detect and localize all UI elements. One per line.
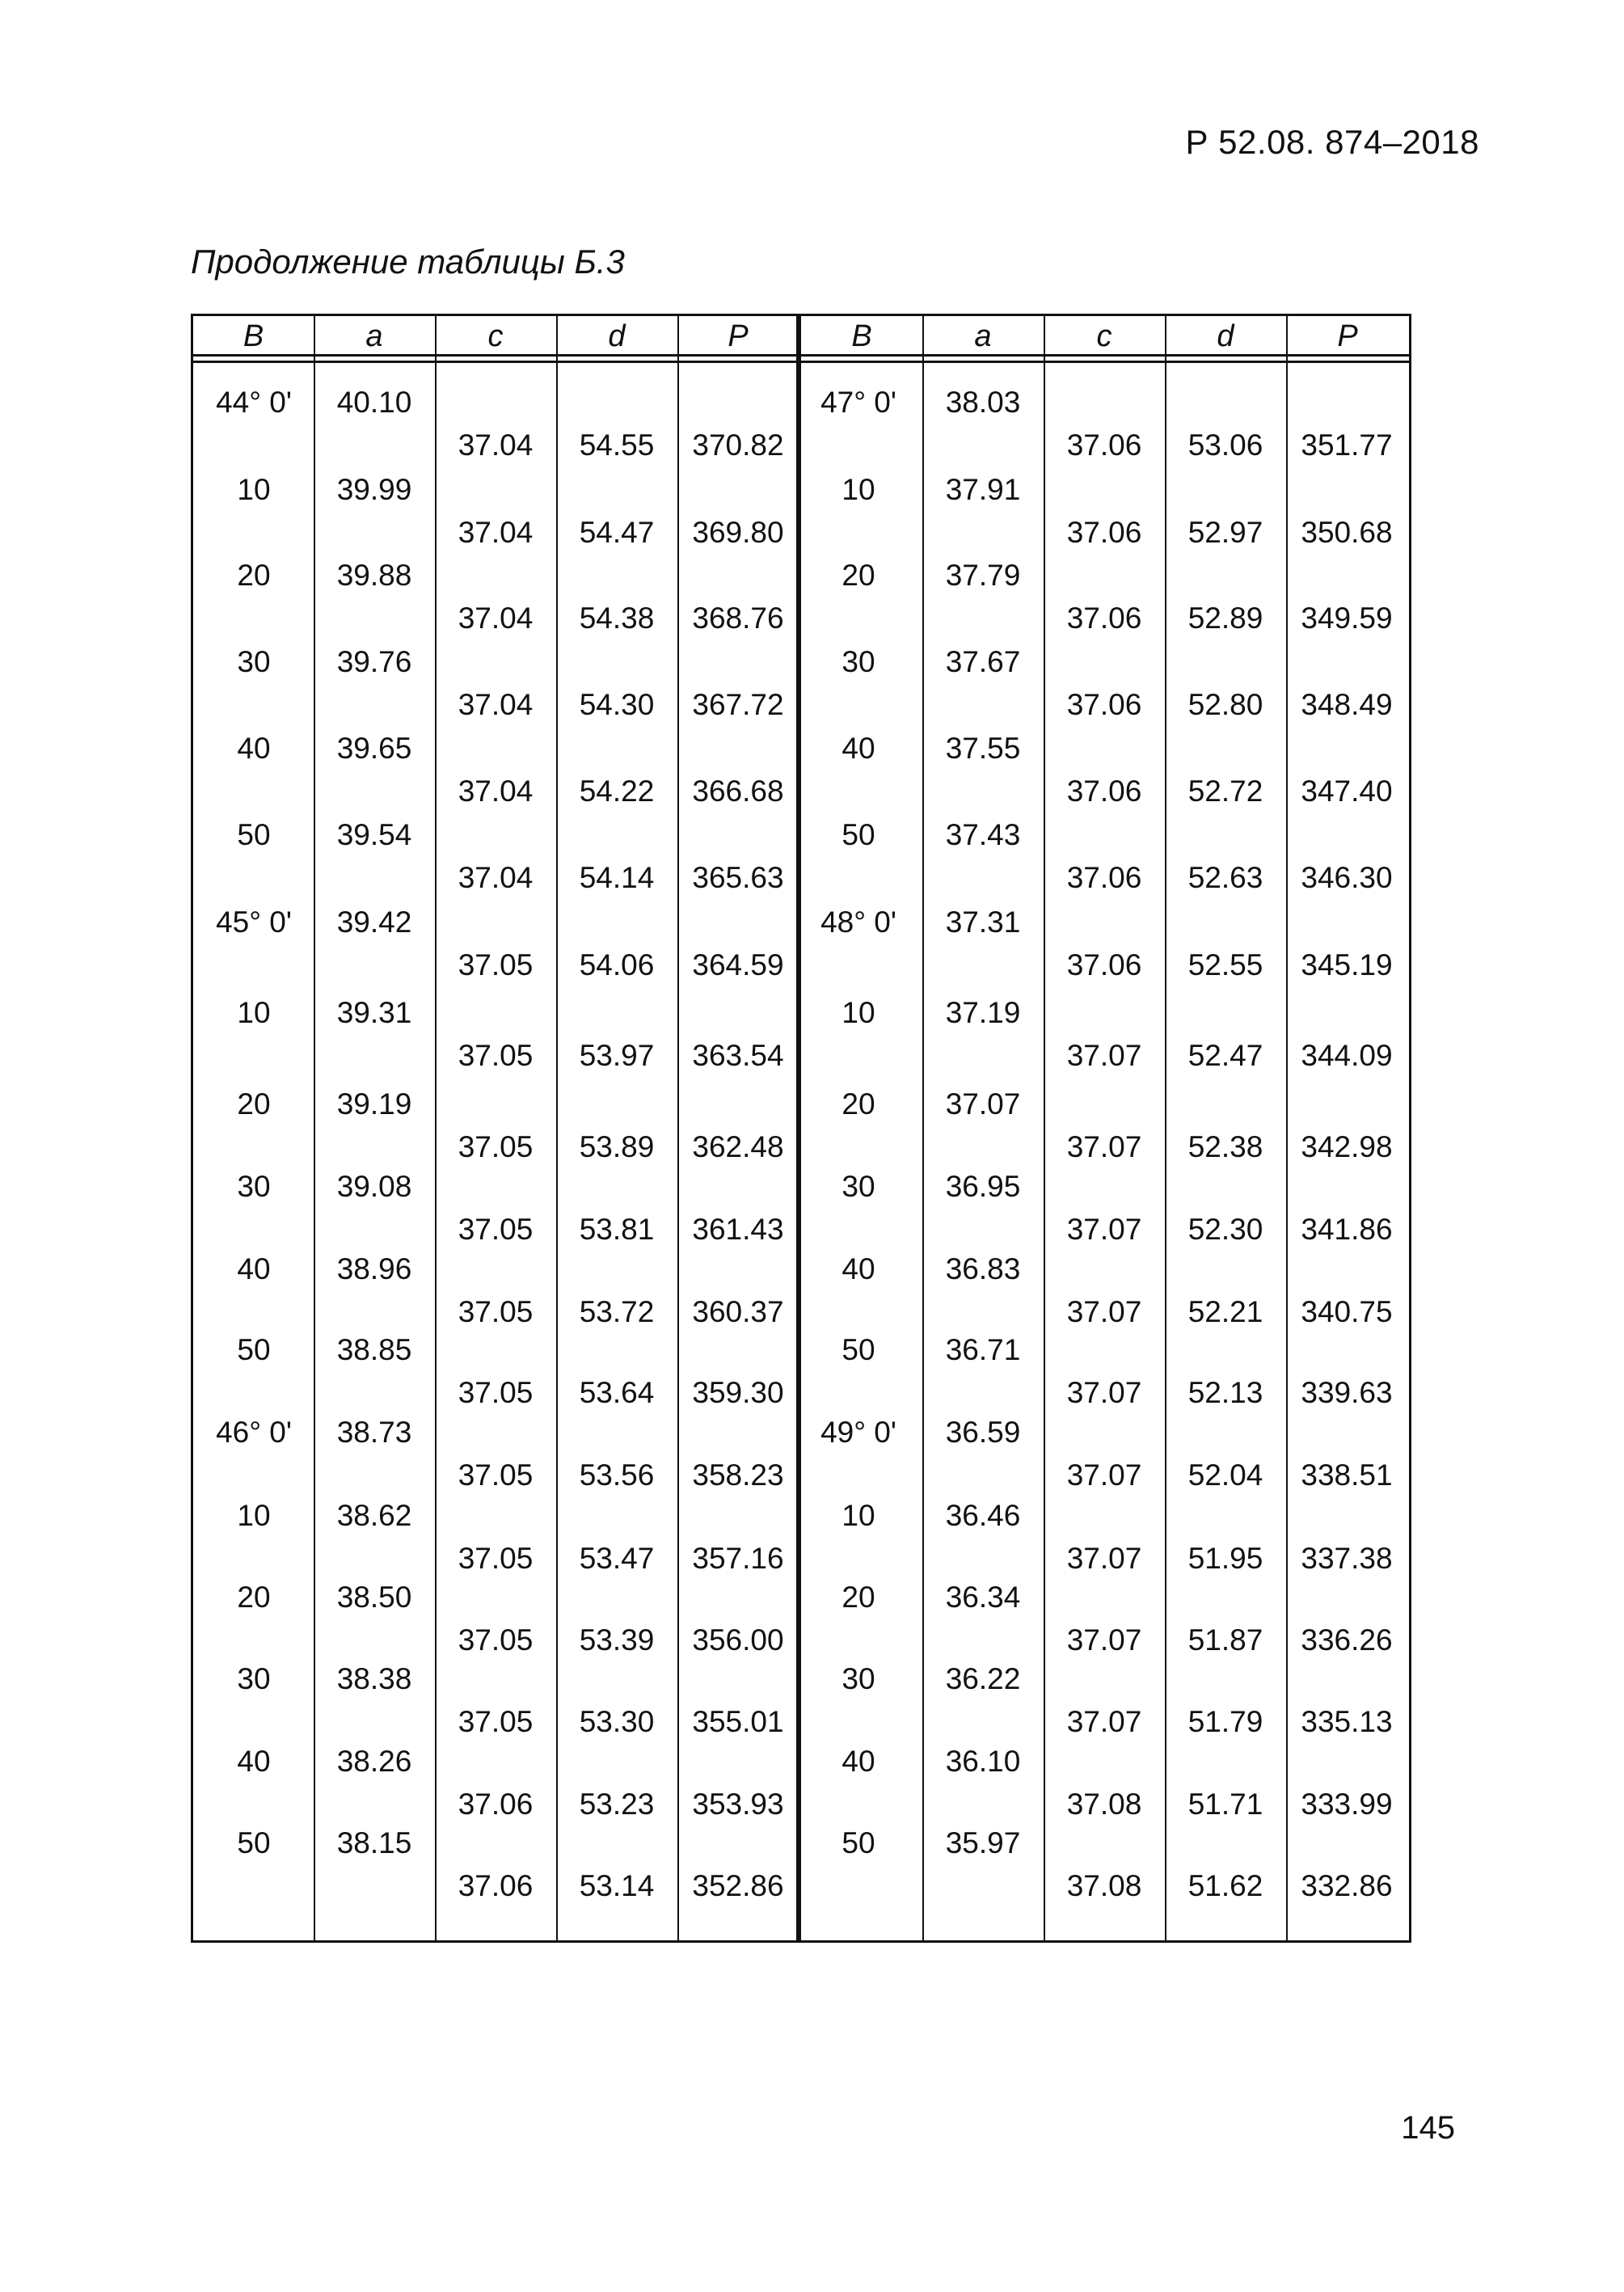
left-cell-d: 53.56 [579,1458,655,1492]
right-cell-P: 342.98 [1301,1130,1393,1163]
left-cell-a: 39.88 [336,559,412,592]
right-cell-d: 52.30 [1187,1213,1263,1246]
right-cell-a: 35.97 [945,1826,1021,1859]
left-cell-d: 54.22 [579,775,655,808]
left-cell-d: 54.30 [579,688,655,721]
left-cell-P: 353.93 [692,1788,784,1821]
left-cell-a: 38.38 [336,1662,412,1695]
right-cell-d: 53.06 [1187,428,1263,462]
right-cell-P: 336.26 [1301,1623,1393,1657]
left-cell-d: 53.30 [579,1705,655,1738]
left-cell-a: 39.65 [336,732,412,765]
left-cell-B: 30 [237,645,271,678]
right-cell-c: 37.06 [1066,428,1142,462]
left-cell-c: 37.06 [458,1869,534,1902]
right-cell-a: 37.07 [945,1087,1021,1121]
left-cell-c: 37.05 [458,1130,534,1163]
right-cell-B: 40 [842,1252,875,1285]
left-cell-B: 50 [237,1826,271,1859]
header-P-2: P [1337,319,1358,353]
left-cell-a: 40.10 [336,386,412,419]
right-cell-a: 37.43 [945,818,1021,851]
left-cell-c: 37.05 [458,1213,534,1246]
left-cell-B: 46° 0' [216,1416,292,1449]
left-cell-c: 37.05 [458,1623,534,1657]
right-cell-c: 37.07 [1066,1213,1142,1246]
left-cell-a: 38.62 [336,1499,412,1532]
left-cell-d: 53.81 [579,1213,655,1246]
right-cell-a: 36.59 [945,1416,1021,1449]
left-cell-d: 54.06 [579,948,655,981]
right-cell-c: 37.07 [1066,1458,1142,1492]
left-cell-d: 53.23 [579,1788,655,1821]
left-cell-P: 363.54 [692,1039,784,1072]
header-B: B [243,319,264,353]
left-cell-a: 38.15 [336,1826,412,1859]
right-cell-B: 50 [842,1333,875,1366]
left-cell-P: 368.76 [692,601,784,635]
left-cell-a: 38.50 [336,1581,412,1614]
left-cell-P: 366.68 [692,775,784,808]
right-cell-P: 341.86 [1301,1213,1393,1246]
left-cell-a: 39.08 [336,1170,412,1203]
left-cell-c: 37.05 [458,1039,534,1072]
right-cell-P: 345.19 [1301,948,1393,981]
right-cell-c: 37.07 [1066,1039,1142,1072]
left-cell-B: 45° 0' [216,905,292,939]
right-cell-c: 37.06 [1066,601,1142,635]
right-cell-P: 333.99 [1301,1788,1393,1821]
left-cell-a: 38.85 [336,1333,412,1366]
header-d: d [608,319,626,353]
left-cell-B: 50 [237,818,271,851]
left-cell-d: 53.39 [579,1623,655,1657]
right-cell-a: 37.31 [945,905,1021,939]
right-cell-P: 340.75 [1301,1295,1393,1328]
left-cell-c: 37.04 [458,428,534,462]
right-cell-B: 40 [842,1745,875,1778]
left-cell-P: 362.48 [692,1130,784,1163]
left-cell-P: 357.16 [692,1542,784,1575]
right-cell-a: 36.34 [945,1581,1021,1614]
right-cell-B: 20 [842,1581,875,1614]
right-cell-d: 51.71 [1187,1788,1263,1821]
left-cell-a: 39.76 [336,645,412,678]
left-cell-P: 360.37 [692,1295,784,1328]
left-cell-d: 54.55 [579,428,655,462]
left-cell-a: 38.26 [336,1745,412,1778]
right-cell-a: 37.55 [945,732,1021,765]
data-table [191,314,1411,1943]
right-cell-P: 349.59 [1301,601,1393,635]
header-c-2: c [1096,319,1112,353]
right-cell-d: 52.47 [1187,1039,1263,1072]
left-cell-B: 40 [237,732,271,765]
right-cell-c: 37.07 [1066,1130,1142,1163]
right-cell-B: 49° 0' [820,1416,896,1449]
right-cell-P: 344.09 [1301,1039,1393,1072]
right-cell-c: 37.06 [1066,516,1142,549]
left-cell-d: 54.14 [579,861,655,894]
header-P: P [728,319,749,353]
right-cell-d: 51.62 [1187,1869,1263,1902]
page-number: 145 [1401,2110,1455,2146]
right-cell-d: 52.63 [1187,861,1263,894]
right-cell-a: 37.79 [945,559,1021,592]
right-cell-c: 37.06 [1066,861,1142,894]
header-divider-double [193,361,1409,363]
right-cell-a: 36.71 [945,1333,1021,1366]
left-cell-P: 352.86 [692,1869,784,1902]
left-cell-c: 37.05 [458,1542,534,1575]
right-cell-B: 10 [842,996,875,1029]
left-cell-P: 367.72 [692,688,784,721]
left-cell-c: 37.06 [458,1788,534,1821]
right-cell-B: 30 [842,1170,875,1203]
header-d-2: d [1217,319,1234,353]
right-cell-a: 36.10 [945,1745,1021,1778]
left-cell-a: 39.99 [336,473,412,506]
right-cell-c: 37.06 [1066,775,1142,808]
header-a: a [365,319,383,353]
left-cell-B: 20 [237,1581,271,1614]
left-cell-P: 369.80 [692,516,784,549]
left-cell-d: 53.97 [579,1039,655,1072]
left-cell-c: 37.05 [458,1376,534,1409]
table-caption: Продолжение таблицы Б.3 [191,243,625,281]
right-cell-a: 37.91 [945,473,1021,506]
right-cell-c: 37.07 [1066,1542,1142,1575]
right-cell-c: 37.08 [1066,1869,1142,1902]
left-cell-B: 20 [237,1087,271,1121]
left-cell-a: 38.73 [336,1416,412,1449]
left-cell-c: 37.04 [458,601,534,635]
left-cell-B: 44° 0' [216,386,292,419]
right-cell-B: 30 [842,1662,875,1695]
right-cell-a: 36.22 [945,1662,1021,1695]
left-cell-d: 54.47 [579,516,655,549]
right-cell-B: 47° 0' [820,386,896,419]
right-cell-P: 348.49 [1301,688,1393,721]
left-cell-d: 53.14 [579,1869,655,1902]
left-cell-B: 10 [237,996,271,1029]
right-cell-c: 37.07 [1066,1705,1142,1738]
left-cell-d: 53.89 [579,1130,655,1163]
right-cell-d: 52.13 [1187,1376,1263,1409]
left-cell-P: 365.63 [692,861,784,894]
right-cell-a: 36.46 [945,1499,1021,1532]
right-cell-B: 10 [842,473,875,506]
left-cell-B: 30 [237,1170,271,1203]
right-cell-d: 52.04 [1187,1458,1263,1492]
right-cell-P: 338.51 [1301,1458,1393,1492]
left-cell-B: 40 [237,1252,271,1285]
left-cell-c: 37.04 [458,516,534,549]
right-cell-c: 37.06 [1066,688,1142,721]
left-cell-c: 37.05 [458,1295,534,1328]
left-cell-d: 53.72 [579,1295,655,1328]
right-cell-B: 40 [842,732,875,765]
right-cell-B: 48° 0' [820,905,896,939]
left-cell-a: 38.96 [336,1252,412,1285]
right-cell-a: 36.95 [945,1170,1021,1203]
right-cell-B: 10 [842,1499,875,1532]
right-cell-d: 51.79 [1187,1705,1263,1738]
left-cell-P: 358.23 [692,1458,784,1492]
left-cell-c: 37.04 [458,688,534,721]
left-cell-c: 37.05 [458,1705,534,1738]
right-cell-d: 52.55 [1187,948,1263,981]
right-cell-P: 350.68 [1301,516,1393,549]
left-cell-c: 37.05 [458,1458,534,1492]
right-cell-B: 20 [842,559,875,592]
right-cell-B: 30 [842,645,875,678]
right-cell-d: 52.89 [1187,601,1263,635]
left-cell-d: 54.38 [579,601,655,635]
right-cell-c: 37.07 [1066,1376,1142,1409]
header-c: c [487,319,504,353]
right-cell-d: 52.21 [1187,1295,1263,1328]
right-cell-a: 37.67 [945,645,1021,678]
left-cell-P: 355.01 [692,1705,784,1738]
left-cell-B: 20 [237,559,271,592]
left-cell-c: 37.05 [458,948,534,981]
right-cell-c: 37.07 [1066,1623,1142,1657]
left-cell-d: 53.64 [579,1376,655,1409]
document-code: Р 52.08. 874–2018 [1185,123,1479,161]
left-cell-a: 39.54 [336,818,412,851]
left-cell-c: 37.04 [458,775,534,808]
right-cell-B: 50 [842,1826,875,1859]
right-cell-P: 346.30 [1301,861,1393,894]
right-cell-P: 351.77 [1301,428,1393,462]
left-cell-B: 40 [237,1745,271,1778]
left-cell-B: 30 [237,1662,271,1695]
right-cell-c: 37.08 [1066,1788,1142,1821]
right-cell-B: 20 [842,1087,875,1121]
right-cell-a: 38.03 [945,386,1021,419]
right-cell-d: 51.87 [1187,1623,1263,1657]
right-cell-a: 37.19 [945,996,1021,1029]
right-cell-a: 36.83 [945,1252,1021,1285]
right-cell-P: 339.63 [1301,1376,1393,1409]
right-cell-c: 37.07 [1066,1295,1142,1328]
right-cell-P: 337.38 [1301,1542,1393,1575]
left-cell-P: 356.00 [692,1623,784,1657]
right-cell-P: 347.40 [1301,775,1393,808]
header-a-2: a [974,319,992,353]
right-cell-c: 37.06 [1066,948,1142,981]
left-cell-c: 37.04 [458,861,534,894]
left-cell-P: 361.43 [692,1213,784,1246]
left-cell-P: 364.59 [692,948,784,981]
left-cell-a: 39.42 [336,905,412,939]
left-cell-P: 370.82 [692,428,784,462]
right-cell-d: 52.38 [1187,1130,1263,1163]
right-cell-d: 52.97 [1187,516,1263,549]
right-cell-P: 332.86 [1301,1869,1393,1902]
left-cell-d: 53.47 [579,1542,655,1575]
left-cell-a: 39.31 [336,996,412,1029]
left-cell-P: 359.30 [692,1376,784,1409]
right-cell-d: 52.72 [1187,775,1263,808]
right-cell-B: 50 [842,818,875,851]
right-cell-d: 51.95 [1187,1542,1263,1575]
left-cell-a: 39.19 [336,1087,412,1121]
left-cell-B: 10 [237,473,271,506]
left-cell-B: 50 [237,1333,271,1366]
right-cell-P: 335.13 [1301,1705,1393,1738]
header-B-2: B [851,319,872,353]
right-cell-d: 52.80 [1187,688,1263,721]
left-cell-B: 10 [237,1499,271,1532]
